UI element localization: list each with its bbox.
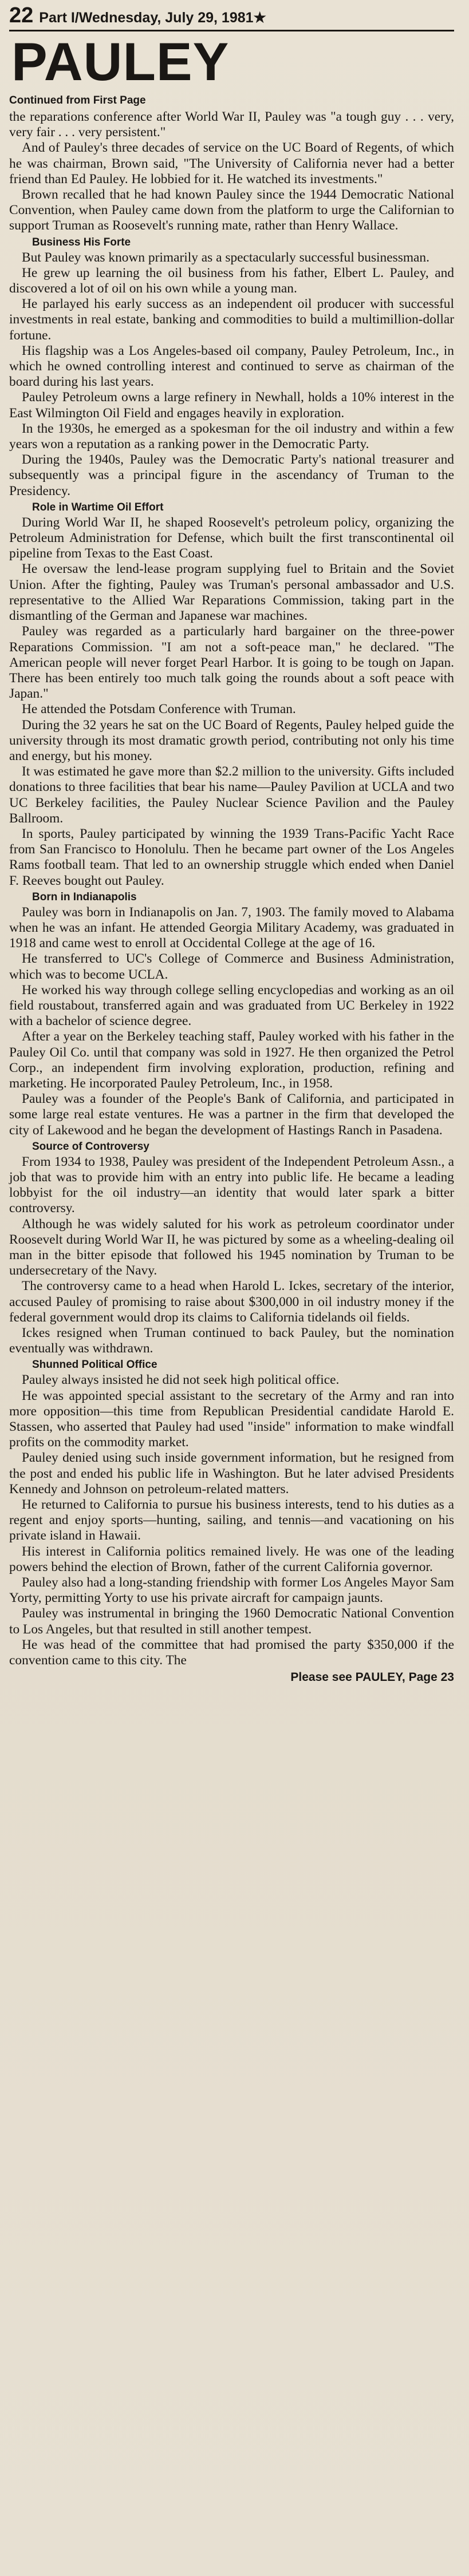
article-paragraph: His interest in California politics remained lively. He was one of the leading powers behind the election of Brown, father of the current California governor. [9,1544,454,1574]
article-paragraph: He was head of the committee that had promised the party $350,000 if the convention came to this city. The [9,1637,454,1668]
article-paragraph: Pauley was instrumental in bringing the 1960 Democratic National Convention to Los Angeles, but that resulted in still another tempest. [9,1606,454,1637]
article-paragraph: the reparations conference after World War II, Pauley was "a tough guy . . . very, very fair . . . very persistent." [9,109,454,140]
article-paragraph: Pauley was born in Indianapolis on Jan. 7, 1903. The family moved to Alabama when he was an infant. He attended Georgia Military Academy, was graduated in 1918 and came west to enroll at Occidental College at the age of 16. [9,904,454,951]
article-paragraph: Brown recalled that he had known Pauley since the 1944 Democratic National Convention, when Pauley came down from the platform to urge the Californian to support Truman as Roosevelt's running mate, rather than Henry Wallace. [9,187,454,234]
article-paragraph: Although he was widely saluted for his work as petroleum coordinator under Roosevelt during World War II, he was pictured by some as a wheeling-dealing oil man in the bitter episode that followed his 1945 nomination by Truman to be undersecretary of the Navy. [9,1216,454,1279]
subhead: Shunned Political Office [32,1359,157,1371]
continued-line: Continued from First Page [9,94,146,106]
article-paragraph: He worked his way through college selling encyclopedias and working as an oil field roustabout, transferred again and was graduated from UC Berkeley in 1922 with a bachelor of science degree. [9,982,454,1029]
article-paragraph: Pauley also had a long-standing friendship with former Los Angeles Mayor Sam Yorty, permitting Yorty to use his private aircraft for campaign jaunts. [9,1575,454,1606]
article-paragraph: And of Pauley's three decades of service on the UC Board of Regents, of which he was chairman, Brown said, "The University of California never had a better friend than Ed Pauley. He lobbied for it. He watched its investments." [9,140,454,187]
article-paragraph: It was estimated he gave more than $2.2 million to the university. Gifts included donations to three facilities that bear his name—Pauley Pavilion at UCLA and two UC Berkeley facilities, the Pauley Nuclear Science Pavilion and the Pauley Ballroom. [9,764,454,826]
article-paragraph: Pauley Petroleum owns a large refinery in Newhall, holds a 10% interest in the East Wilmington Oil Field and engages heavily in exploration. [9,390,454,421]
article-paragraph: During the 1940s, Pauley was the Democratic Party's national treasurer and subsequently was a principal figure in the ascendancy of Truman to the Presidency. [9,452,454,498]
page-folio [9,3,454,29]
article-paragraph: Pauley was regarded as a particularly hard bargainer on the three-power Reparations Commission. "I am not a soft-peace man," he declared. "The American people will never forget Pearl Harbor. It is going to be tough on Japan. There has been entirely too much talk going the rounds about a soft peace with Japan." [9,624,454,702]
subhead: Born in Indianapolis [32,891,137,903]
article-paragraph: He was appointed special assistant to the secretary of the Army and ran into more opposition—this time from Republican Presidential candidate Harold E. Stassen, who asserted that Pauley had used "inside" information to make windfall profits on the commodity market. [9,1388,454,1450]
article-paragraph: But Pauley was known primarily as a spectacularly successful businessman. [22,250,429,265]
article-paragraph: He returned to California to pursue his business interests, tend to his duties as a regent and enjoy sports—hunting, sailing, and tennis—and vacationing on his private island in Hawaii. [9,1497,454,1544]
subhead: Source of Controversy [32,1140,149,1153]
article-paragraph: He transferred to UC's College of Commerce and Business Administration, which was to become UCLA. [9,951,454,982]
subhead: Role in Wartime Oil Effort [32,501,164,513]
article-paragraph: Pauley always insisted he did not seek high political office. [22,1372,340,1388]
article-paragraph: Pauley denied using such inside government information, but he resigned from the post and ended his public life in Washington. But he later advised Presidents Kennedy and Johnson on petroleum-related matters. [9,1450,454,1497]
article-paragraph: After a year on the Berkeley teaching staff, Pauley worked with his father in the Pauley Oil Co. until that company was sold in 1927. He then organized the Petrol Corp., an independent firm involving exploration, production, refining and marketing. He incorporated Pauley Petroleum, Inc., in 1958. [9,1029,454,1091]
subhead: Business His Forte [32,236,131,248]
article-paragraph: He grew up learning the oil business from his father, Elbert L. Pauley, and discovered a lot of oil on his own while a young man. [9,265,454,296]
page-number: 22 [9,3,34,27]
jump-line: Please see PAULEY, Page 23 [290,1671,454,1684]
article-body [9,109,454,1668]
section-date-line: Part I/Wednesday, July 29, 1981★ [39,10,266,26]
headline: PAULEY [11,31,230,92]
article-paragraph: His flagship was a Los Angeles-based oil company, Pauley Petroleum, Inc., in which he owned controlling interest and continued to serve as chairman of the board during his last years. [9,343,454,390]
article-paragraph: Pauley was a founder of the People's Bank of California, and participated in some large real estate ventures. He was a partner in the firm that developed the city of Lakewood and he began the development of Hastings Ranch in Pasadena. [9,1091,454,1138]
article-paragraph: He attended the Potsdam Conference with Truman. [22,702,296,717]
article-paragraph: Ickes resigned when Truman continued to back Pauley, but the nomination eventually was withdrawn. [9,1325,454,1356]
article-paragraph: In the 1930s, he emerged as a spokesman for the oil industry and within a few years won a reputation as a ranking power in the Democratic Party. [9,421,454,452]
article-paragraph: From 1934 to 1938, Pauley was president of the Independent Petroleum Assn., a job that was to provide him with an entry into public life. He became a leading lobbyist for the oil industry—an identity that would later spark a bitter controversy. [9,1154,454,1216]
article-paragraph: He oversaw the lend-lease program supplying fuel to Britain and the Soviet Union. After the fighting, Pauley was Truman's personal ambassador and U.S. representative to the Allied War Reparations Commission, taking part in the dismantling of the German and Japanese war machines. [9,561,454,624]
article-paragraph: He parlayed his early success as an independent oil producer with successful investments in real estate, banking and commodities to build a multimillion-dollar fortune. [9,296,454,343]
article-paragraph: During World War II, he shaped Roosevelt's petroleum policy, organizing the Petroleum Administration for Defense, which built the first transcontinental oil pipeline from Texas to the East Coast. [9,515,454,561]
article-paragraph: During the 32 years he sat on the UC Board of Regents, Pauley helped guide the university through its most dramatic growth period, contributing not only his time and energy, but his money. [9,717,454,763]
article-paragraph: In sports, Pauley participated by winning the 1939 Trans-Pacific Yacht Race from San Francisco to Honolulu. Then he became part owner of the Los Angeles Rams football team. That led to an ownership struggle which ended when Daniel F. Reeves bought out Pauley. [9,826,454,888]
article-paragraph: The controversy came to a head when Harold L. Ickes, secretary of the interior, accused Pauley of promising to raise about $300,000 in oil industry money if the federal government would drop its claims to California tidelands oil fields. [9,1279,454,1325]
